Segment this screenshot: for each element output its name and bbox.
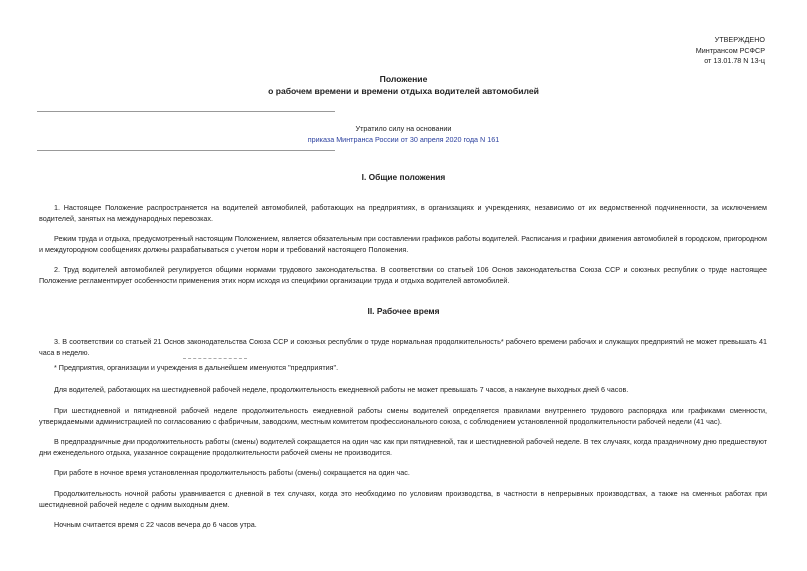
title-line-2: о рабочем времени и времени отдыха водителей автомобилей bbox=[268, 85, 539, 96]
approval-line-1: УТВЕРЖДЕНО bbox=[714, 35, 765, 44]
status-text: Утратило силу на основании bbox=[355, 124, 452, 133]
paragraph-10: Ночным считается время с 22 часов вечера до 6 часов утра. bbox=[54, 520, 257, 529]
paragraph-5: Для водителей, работающих на шестидневной рабочей неделе, продолжительность ежедневной работы не может превышать 7 часов, а накануне выходных дней 6 часов. bbox=[54, 385, 629, 394]
section-heading-2: II. Рабочее время bbox=[367, 306, 440, 316]
paragraph-3: 2. Труд водителей автомобилей регулируется общими нормами трудового законодательства. В соответствии со статьей 106 Основ законодательства Союза ССР и союзных республик о труде настоящее Положение регламентирует особенности применения этих норм исходя из специфики организации труда и отдыха водителей автомобилей. bbox=[39, 265, 767, 285]
approval-line-2: Минтрансом РСФСР bbox=[695, 45, 765, 55]
footnote-separator bbox=[183, 358, 247, 359]
paragraph-1: 1. Настоящее Положение распространяется на водителей автомобилей, работающих на предприятиях, в организациях и учреждениях, независимо от их ведомственной подчиненности, за исключением водителей, занятых на международных перевозках. bbox=[39, 203, 767, 223]
paragraph-4: 3. В соответствии со статьей 21 Основ законодательства Союза ССР и союзных республик о труде нормальная продолжительность* рабочего времени рабочих и служащих предприятий не может превышать 41 часа в неделю. bbox=[39, 337, 767, 357]
paragraph-7: В предпраздничные дни продолжительность работы (смены) водителей сокращается на один час как при пятидневной, так и шестидневной рабочей неделе. В тех случаях, когда праздничному дню предшествуют дни еженедельного отдыха, указанное сокращение продолжительности рабочей смены не производится. bbox=[39, 437, 767, 457]
footnote: * Предприятия, организации и учреждения в дальнейшем именуются "предприятия". bbox=[54, 363, 339, 372]
document-title bbox=[0, 74, 807, 97]
paragraph-6: При шестидневной и пятидневной рабочей неделе продолжительность ежедневной работы смены водителей определяется правилами внутреннего трудового распорядка или графиками сменности, утверждаемыми администрацией по согласованию с фабричным, заводским, местным комитетом профессионального союза, с соблюдением установленной продолжительности рабочей недели (41 час). bbox=[39, 406, 767, 426]
section-heading-1: I. Общие положения bbox=[361, 172, 446, 182]
divider-bottom bbox=[37, 150, 335, 151]
divider-top bbox=[37, 111, 335, 112]
paragraph-2: Режим труда и отдыха, предусмотренный настоящим Положением, является обязательным при составлении графиков работы водителей. Расписания и графики движения автомобилей в городском, пригородном и междугородном сообщениях должны разрабатываться с учетом норм и требований настоящего Положения. bbox=[39, 234, 767, 254]
paragraph-8: При работе в ночное время установленная продолжительность работы (смены) сокращается на один час. bbox=[54, 468, 410, 477]
repeal-order-link[interactable]: приказа Минтранса России от 30 апреля 2020 года N 161 bbox=[307, 135, 500, 144]
approval-line-3: от 13.01.78 N 13-ц bbox=[704, 56, 765, 65]
status-note bbox=[0, 123, 807, 145]
approval-stamp bbox=[696, 35, 765, 67]
title-line-1: Положение bbox=[379, 74, 428, 84]
paragraph-9: Продолжительность ночной работы уравнивается с дневной в тех случаях, когда это необходимо по условиям производства, в частности в непрерывных производствах, а также на сменных работах при шестидневной рабочей неделе с одним выходным днем. bbox=[39, 489, 767, 509]
